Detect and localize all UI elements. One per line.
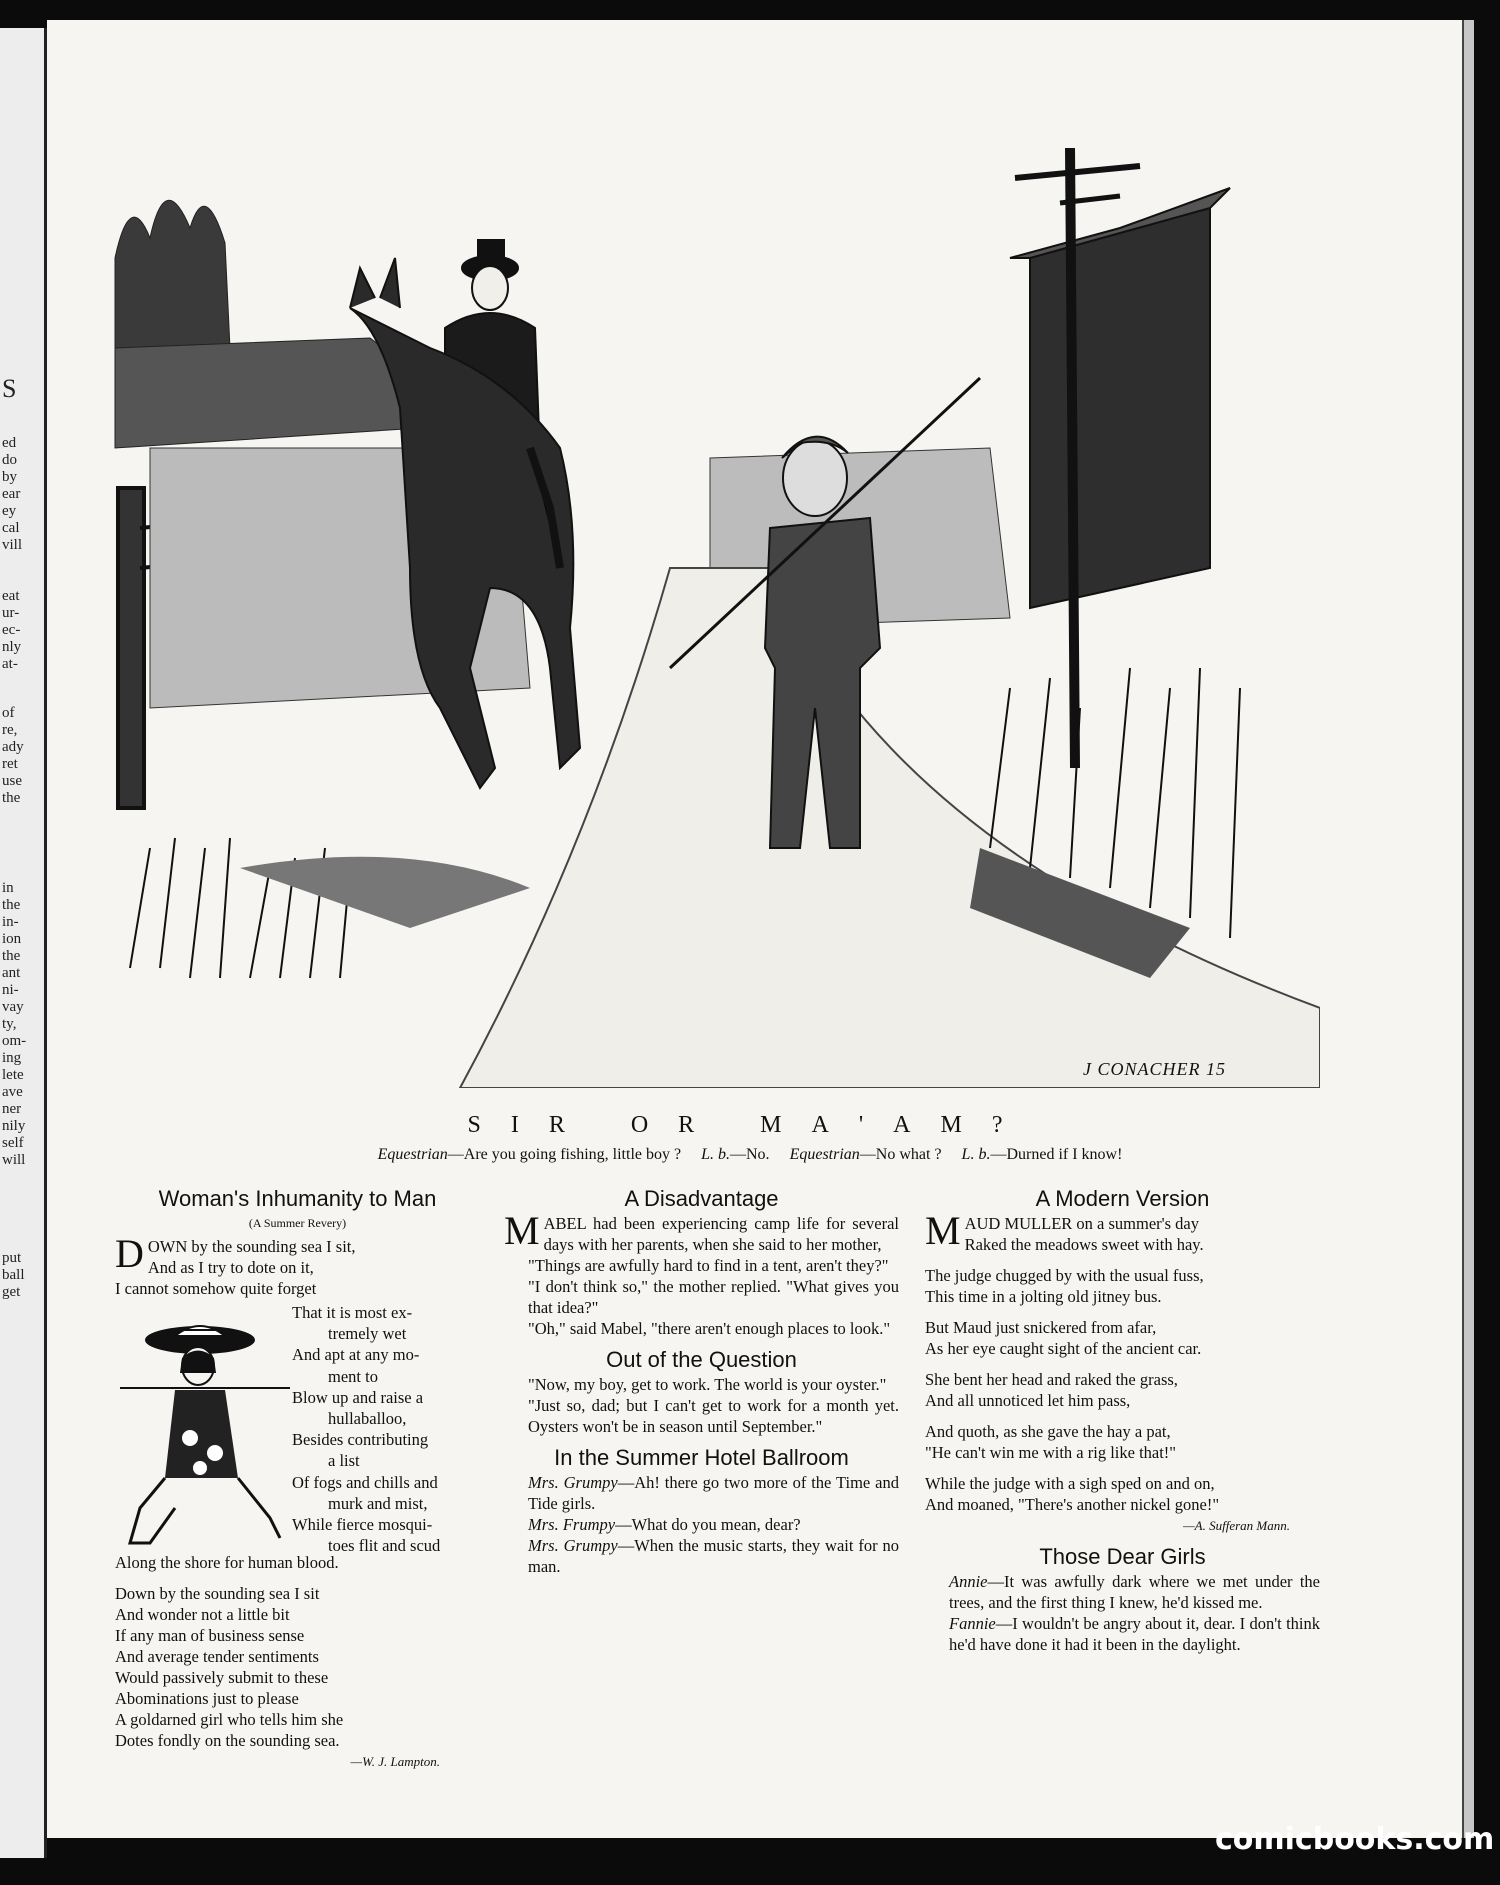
prev-page-text: the [2, 948, 21, 964]
speaker: Mrs. Frumpy [528, 1515, 616, 1534]
paragraph: "I don't think so," the mother replied. "What gives you that idea?" [528, 1277, 899, 1317]
prev-page-text: do [2, 452, 17, 468]
speaker: Mrs. Grumpy [528, 1536, 618, 1555]
poem-line: Blow up and raise a [292, 1387, 424, 1407]
prev-page-text: at- [2, 656, 18, 672]
prev-page-text: ed [2, 435, 17, 451]
poem-line: The judge chugged by with the usual fuss, [925, 1266, 1204, 1285]
prev-page-text: ner [2, 1101, 22, 1117]
poem-line: I cannot somehow quite forget [115, 1279, 317, 1298]
speaker: Equestrian [377, 1146, 448, 1163]
poem-line: And moaned, "There's another nickel gone!" [925, 1495, 1220, 1514]
poem-line: hullaballoo, [328, 1409, 407, 1429]
author-credit: —W. J. Lampton. [350, 1754, 440, 1769]
dialogue-paragraph [504, 1472, 899, 1514]
poem-line: That it is most ex- [292, 1303, 413, 1322]
dialogue-paragraph [504, 1514, 899, 1535]
prev-page-text: ady [2, 739, 24, 755]
poem-line: Would passively submit to these [115, 1668, 329, 1687]
prev-page-text: nily [2, 1118, 26, 1134]
previous-page-edge [0, 28, 47, 1858]
poem-line: ment to [328, 1366, 378, 1386]
drop-cap: D [115, 1231, 144, 1276]
line: —Are you going fishing, little boy ? [447, 1146, 682, 1163]
cartoon-title: SIR OR MA'AM? [467, 1112, 1033, 1138]
prev-page-text: ey [2, 503, 17, 519]
drop-cap: M [504, 1208, 540, 1253]
poem-line: murk and mist, [328, 1493, 428, 1513]
prev-page-text: ec- [2, 622, 21, 638]
prev-page-text: cal [2, 520, 20, 536]
poem-line: Raked the meadows sweet with hay. [964, 1235, 1204, 1254]
beach-girl-illustration [120, 1318, 290, 1548]
dialogue-paragraph [925, 1613, 1320, 1655]
paragraph: "Now, my boy, get to work. The world is your oyster." [528, 1375, 887, 1394]
speaker: L. b. [701, 1146, 730, 1163]
line: —Durned if I know! [990, 1146, 1123, 1163]
poem-line: While the judge with a sigh sped on and on, [925, 1474, 1215, 1493]
paragraph: "Things are awfully hard to find in a tent, aren't they?" [528, 1256, 889, 1275]
poem-line: AUD MULLER on a summer's day [964, 1214, 1199, 1233]
poem-line: While fierce mosqui- [292, 1515, 433, 1535]
prev-page-text: get [2, 1284, 21, 1300]
cartoon-caption [0, 1146, 1500, 1164]
stanza-gap [925, 1255, 1320, 1265]
article-title: Woman's Inhumanity to Man [158, 1186, 437, 1211]
page-edge [1462, 20, 1474, 1838]
prev-page-text: the [2, 790, 21, 806]
article-subtitle: (A Summer Revery) [248, 1216, 347, 1230]
prev-page-text: will [2, 1152, 26, 1168]
prev-page-text: put [2, 1250, 22, 1266]
speaker: Annie [949, 1572, 988, 1591]
prev-page-text: by [2, 469, 17, 485]
poem-line: OWN by the sounding sea I sit, [147, 1237, 356, 1256]
artist-signature: J CONACHER 15 [1083, 1059, 1226, 1079]
prev-page-text: ball [2, 1267, 25, 1283]
article-title: In the Summer Hotel Ballroom [554, 1445, 849, 1470]
prev-page-text: ret [2, 756, 18, 772]
poem-line: Of fogs and chills and [292, 1472, 438, 1492]
prev-page-text: vill [2, 537, 23, 553]
prev-page-text: om- [2, 1033, 27, 1049]
dialogue-text: —When the music starts, they wait for no man. [528, 1536, 899, 1576]
poem-line: Abominations just to please [115, 1689, 299, 1708]
dialogue-paragraph [504, 1535, 899, 1577]
speaker: Fannie [949, 1614, 996, 1633]
paragraph: "Oh," said Mabel, "there aren't enough places to look." [528, 1319, 891, 1338]
prev-page-text: ni- [2, 982, 19, 998]
prev-page-text: lete [2, 1067, 24, 1083]
paragraph: ABEL had been experiencing camp life for several days with her parents, when she said to her mother, [543, 1214, 899, 1254]
prev-page-text: of [2, 705, 15, 721]
stanza-gap [925, 1307, 1320, 1317]
poem-line: tremely wet [328, 1324, 407, 1344]
prev-page-text: self [2, 1135, 24, 1151]
prev-page-text: ur- [2, 605, 20, 621]
dialogue-text: —Ah! there go two more of the Time and Tide girls. [528, 1473, 899, 1513]
dialogue-text: —I wouldn't be angry about it, dear. I don't think he'd have done it had it been in the daylight. [949, 1614, 1320, 1654]
poem-line: She bent her head and raked the grass, [925, 1370, 1178, 1389]
dialogue-text: —It was awfully dark where we met under the trees, and the first thing I knew, he'd kissed me. [949, 1572, 1320, 1612]
article-title: A Modern Version [1035, 1186, 1210, 1211]
poem-line: Dotes fondly on the sounding sea. [115, 1731, 340, 1750]
prev-page-text: use [2, 773, 22, 789]
poem-line: As her eye caught sight of the ancient car. [925, 1339, 1202, 1358]
poem-line: And quoth, as she gave the hay a pat, [925, 1422, 1171, 1441]
poem-line: a list [328, 1451, 360, 1471]
poem-line: Along the shore for human blood. [115, 1553, 339, 1572]
column-3 [925, 1188, 1320, 1655]
column-2 [504, 1188, 899, 1577]
poem-line: And apt at any mo- [292, 1345, 420, 1365]
prev-page-text: ion [2, 931, 22, 947]
paragraph: "Just so, dad; but I can't get to work for a month yet. Oysters won't be in season until September." [528, 1396, 899, 1436]
poem-line: Down by the sounding sea I sit [115, 1584, 320, 1603]
article-title: Those Dear Girls [1039, 1544, 1206, 1569]
prev-page-text: ear [2, 486, 21, 502]
poem-line: "He can't win me with a rig like that!" [925, 1443, 1177, 1462]
poem-line: A goldarned girl who tells him she [115, 1710, 344, 1729]
prev-page-text: ave [2, 1084, 23, 1100]
speaker: Equestrian [789, 1146, 860, 1163]
dialogue-text: —What do you mean, dear? [615, 1515, 801, 1534]
prev-page-text: the [2, 897, 21, 913]
poem-line: If any man of business sense [115, 1626, 305, 1645]
prev-page-text: ty, [2, 1016, 17, 1032]
column-1-continued [115, 1552, 480, 1772]
stanza-gap [925, 1359, 1320, 1369]
stanza-gap [925, 1411, 1320, 1421]
poem-line: This time in a jolting old jitney bus. [925, 1287, 1162, 1306]
drop-cap: M [925, 1208, 961, 1253]
speaker: Mrs. Grumpy [528, 1473, 618, 1492]
prev-page-text: in- [2, 914, 19, 930]
watermark-brand: comicbooks.com [1215, 1822, 1495, 1857]
poem-line: Besides contributing [292, 1430, 429, 1450]
poem-line: And as I try to dote on it, [147, 1258, 314, 1277]
prev-page-text: ant [2, 965, 21, 981]
prev-page-text: nly [2, 639, 22, 655]
article-title: Out of the Question [606, 1347, 797, 1372]
poem-narrow-block [292, 1302, 480, 1556]
poem-line: And wonder not a little bit [115, 1605, 290, 1624]
prev-page-text: vay [2, 999, 24, 1015]
poem-line: toes flit and scud [328, 1536, 441, 1556]
stanza-gap [925, 1463, 1320, 1473]
prev-page-text: re, [2, 722, 18, 738]
line: —No what ? [859, 1146, 942, 1163]
prev-page-text: in [2, 880, 14, 896]
prev-page-text: S [2, 374, 17, 403]
poem-line: But Maud just snickered from afar, [925, 1318, 1157, 1337]
dialogue-paragraph [925, 1571, 1320, 1613]
prev-page-text: eat [2, 588, 20, 604]
line: —No. [730, 1146, 770, 1163]
poem-line: And average tender sentiments [115, 1647, 319, 1666]
author-credit: —A. Sufferan Mann. [1183, 1518, 1290, 1533]
prev-page-text: ing [2, 1050, 22, 1066]
article-title: A Disadvantage [624, 1186, 779, 1211]
poem-line: And all unnoticed let him pass, [925, 1391, 1131, 1410]
column-1 [115, 1188, 480, 1299]
cartoon-illustration [110, 148, 1320, 1088]
speaker: L. b. [961, 1146, 991, 1163]
